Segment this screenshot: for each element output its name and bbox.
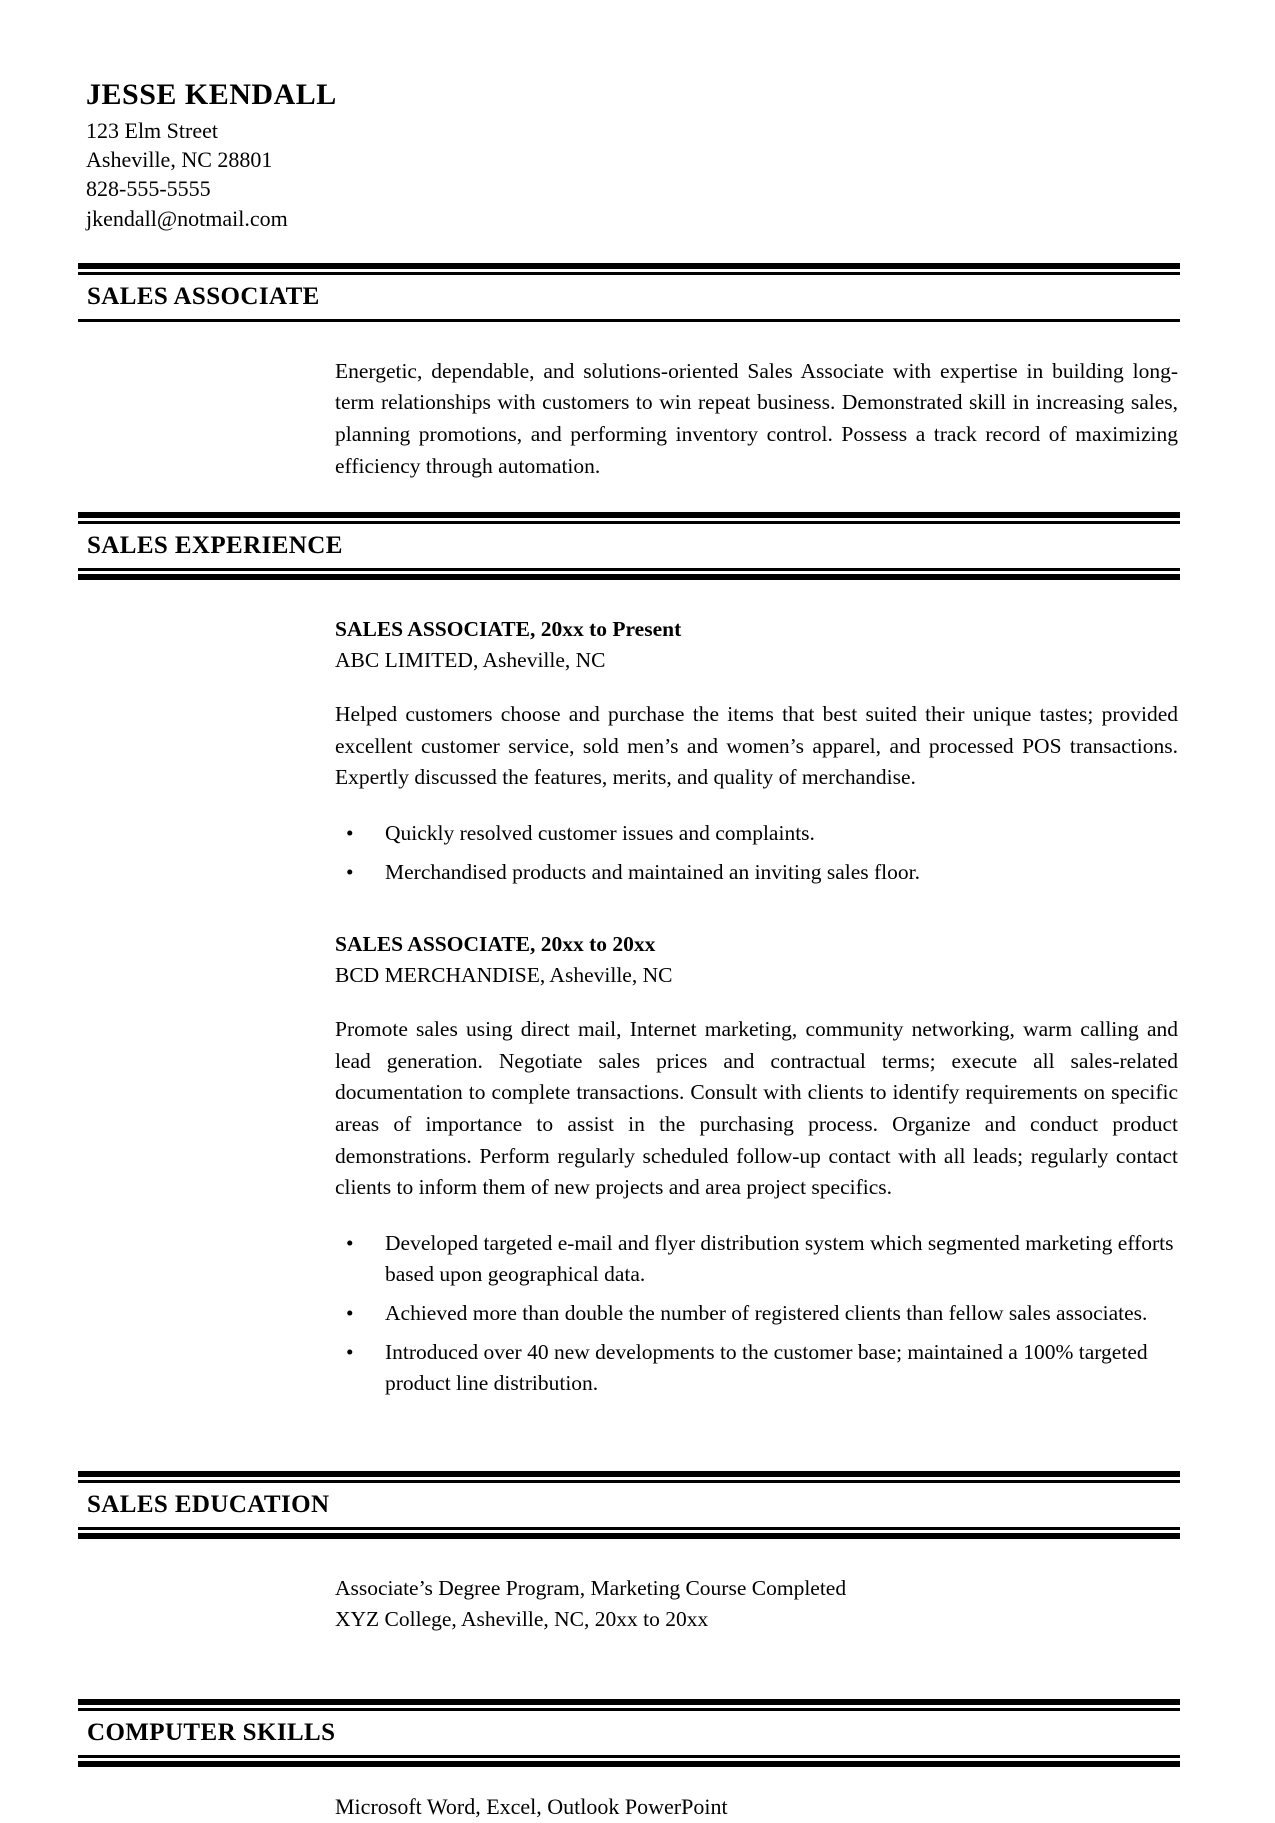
- spacer: [78, 1539, 1180, 1573]
- section-title-objective: SALES ASSOCIATE: [87, 282, 320, 310]
- list-item: [335, 1298, 1178, 1330]
- experience-entry: [335, 929, 1178, 1400]
- spacer: [78, 1635, 1180, 1669]
- spacer: [335, 990, 1178, 1014]
- rule-below-skills: [78, 1755, 1180, 1767]
- email-address: jkendall@notmail.com: [86, 205, 288, 231]
- bullet-icon: •: [346, 859, 354, 884]
- job-bullet-list: [335, 818, 1178, 888]
- experience-entry: [335, 614, 1178, 888]
- job-company: BCD MERCHANDISE, Asheville, NC: [335, 962, 673, 987]
- job-description: Promote sales using direct mail, Internet marketing, community networking, warm calling and lead generation. Negotiate sales prices and contractual terms; execute all sales-related documentation to complete transactions. Consult with clients to identify requirements on specific areas of importance to assist in the purchasing process. Organize and conduct product demonstrations. Perform regularly scheduled follow-up contact with all leads; regularly contact clients to inform them of new projects and area project specifics.: [335, 1017, 1178, 1200]
- objective-summary: Energetic, dependable, and solutions-oriented Sales Associate with expertise in building long-term relationships with customers to win repeat business. Demonstrated skill in increasing sales, planning promotions, and performing inventory control. Possess a track record of maximizing efficiency through automation.: [335, 358, 1178, 478]
- phone-number: 828-555-5555: [86, 176, 211, 202]
- spacer: [335, 1204, 1178, 1228]
- section-title-experience: SALES EXPERIENCE: [87, 532, 343, 560]
- spacer: [335, 895, 1178, 929]
- spacer: [78, 1407, 1180, 1441]
- spacer: [78, 322, 1180, 356]
- section-title-skills: COMPUTER SKILLS: [87, 1719, 336, 1747]
- list-item-text: Introduced over 40 new developments to the customer base; maintained a 100% targeted product line distribution.: [385, 1339, 1148, 1396]
- job-bullet-list: [335, 1228, 1178, 1400]
- list-item-text: Merchandised products and maintained an inviting sales floor.: [385, 859, 920, 884]
- job-description: Helped customers choose and purchase the items that best suited their unique tastes; provided excellent customer service, sold men’s and women’s apparel, and processed POS transactions. Expertly discussed the features, merits, and quality of merchandise.: [335, 702, 1178, 790]
- list-item-text: Quickly resolved customer issues and complaints.: [385, 820, 815, 845]
- job-title: SALES ASSOCIATE, 20xx to Present: [335, 617, 682, 642]
- contact-header: [86, 78, 1180, 233]
- section-experience-heading: [78, 512, 1180, 580]
- experience-content: [335, 614, 1178, 1400]
- bullet-icon: •: [346, 1339, 354, 1364]
- list-item: [335, 1337, 1178, 1400]
- section-skills-heading: [78, 1699, 1180, 1767]
- list-item: [335, 1228, 1178, 1291]
- rule-above-education: [78, 1471, 1180, 1483]
- bullet-icon: •: [346, 1230, 354, 1255]
- education-school: XYZ College, Asheville, NC, 20xx to 20xx: [335, 1606, 709, 1631]
- list-item: [335, 818, 1178, 850]
- bullet-icon: •: [346, 1300, 354, 1325]
- objective-content: [335, 356, 1178, 482]
- skills-content: [335, 1791, 1178, 1823]
- spacer: [335, 675, 1178, 699]
- rule-above-objective: [78, 263, 1180, 275]
- education-content: [335, 1573, 1178, 1635]
- job-title: SALES ASSOCIATE, 20xx to 20xx: [335, 932, 656, 957]
- skills-list: Microsoft Word, Excel, Outlook PowerPoint: [335, 1794, 728, 1820]
- section-title-education: SALES EDUCATION: [87, 1490, 330, 1518]
- candidate-name: JESSE KENDALL: [86, 78, 337, 111]
- rule-above-skills: [78, 1699, 1180, 1711]
- section-education-heading: [78, 1471, 1180, 1539]
- rule-above-experience: [78, 512, 1180, 524]
- spacer: [335, 794, 1178, 818]
- job-company: ABC LIMITED, Asheville, NC: [335, 647, 606, 672]
- section-objective-heading: [78, 263, 1180, 322]
- list-item-text: Developed targeted e-mail and flyer distribution system which segmented marketing efforts based upon geographical data.: [385, 1230, 1174, 1287]
- city-state-zip: Asheville, NC 28801: [86, 147, 273, 173]
- street-address: 123 Elm Street: [86, 117, 218, 143]
- spacer: [78, 580, 1180, 614]
- bullet-icon: •: [346, 820, 354, 845]
- rule-below-education: [78, 1527, 1180, 1539]
- list-item: [335, 857, 1178, 889]
- list-item-text: Achieved more than double the number of registered clients than fellow sales associates.: [385, 1300, 1148, 1325]
- education-program: Associate’s Degree Program, Marketing Course Completed: [335, 1575, 847, 1600]
- rule-below-experience: [78, 568, 1180, 580]
- spacer: [78, 1767, 1180, 1791]
